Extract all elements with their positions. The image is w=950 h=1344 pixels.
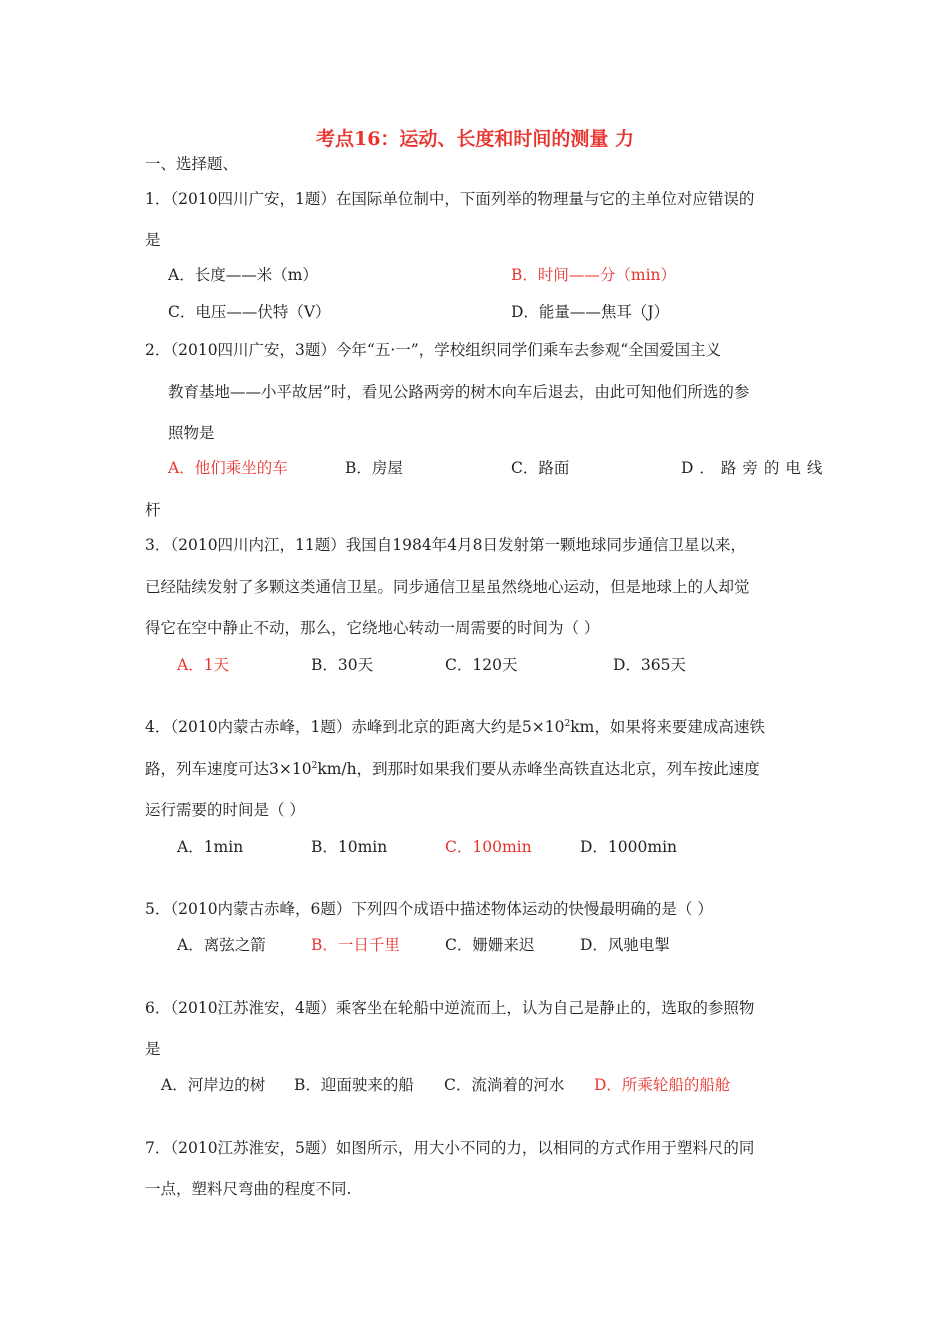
q1-option-b-answer: B．时间——分（min） <box>511 266 677 284</box>
q6-option-b: B．迎面驶来的船 <box>294 1076 414 1094</box>
q2-option-b: B．房屋 <box>345 459 403 477</box>
q2-stem-line-2: 教育基地——小平故居”时，看见公路两旁的树木向车后退去，由此可知他们所选的参 <box>168 383 750 401</box>
q3-option-d: D．365天 <box>613 656 687 674</box>
q3-stem-line-1: 3．（2010四川内江，11题）我国自1984年4月8日发射第一颗地球同步通信卫星以来， <box>145 536 746 554</box>
q1-stem-line-2: 是 <box>145 231 161 249</box>
q2-stem-line-3: 照物是 <box>168 424 215 442</box>
q3-stem-line-2: 已经陆续发射了多颗这类通信卫星。同步通信卫星虽然绕地心运动，但是地球上的人却觉 <box>145 578 750 596</box>
q2-option-c: C．路面 <box>511 459 570 477</box>
section-heading: 一、选择题、 <box>145 155 239 173</box>
q7-stem-line-1: 7．（2010江苏淮安，5题）如图所示，用大小不同的力，以相同的方式作用于塑料尺的同 <box>145 1139 755 1157</box>
q4-stem-line-1 <box>145 717 765 737</box>
q5-option-c: C．姗姗来迟 <box>445 936 535 954</box>
q2-option-a-answer: A．他们乘坐的车 <box>168 459 288 477</box>
q3-stem-line-3: 得它在空中静止不动，那么，它绕地心转动一周需要的时间为（ ） <box>145 619 600 637</box>
page-title: 考点16：运动、长度和时间的测量 力 <box>315 128 635 150</box>
q6-stem-line-2: 是 <box>145 1040 161 1058</box>
q7-stem-line-2: 一点，塑料尺弯曲的程度不同. <box>145 1180 352 1198</box>
q4-stem-line-2-text: 路，列车速度可达3×10 <box>145 760 312 778</box>
q4-stem-line-2 <box>145 759 760 779</box>
q4-stem-line-3: 运行需要的时间是（ ） <box>145 801 305 819</box>
q6-stem-line-1: 6．（2010江苏淮安，4题）乘客坐在轮船中逆流而上，认为自己是静止的，选取的参照物 <box>145 999 755 1017</box>
q1-option-c: C．电压——伏特（V） <box>168 303 331 321</box>
q4-stem-line-1-tail: km，如果将来要建成高速铁 <box>570 718 765 736</box>
q3-option-a-answer: A．1天 <box>177 656 230 674</box>
q6-option-c: C．流淌着的河水 <box>444 1076 565 1094</box>
q5-option-a: A．离弦之箭 <box>177 936 266 954</box>
q1-option-d: D．能量——焦耳（J） <box>511 303 670 321</box>
q4-stem-line-2-tail: km/h，到那时如果我们要从赤峰坐高铁直达北京，列车按此速度 <box>317 760 760 778</box>
q5-stem-line-1: 5．（2010内蒙古赤峰，6题）下列四个成语中描述物体运动的快慢最明确的是（ ） <box>145 900 713 918</box>
q6-option-d-answer: D．所乘轮船的船舱 <box>594 1076 731 1094</box>
q4-option-d: D．1000min <box>580 838 678 856</box>
q4-exponent-2: 2 <box>311 761 318 771</box>
q4-option-b: B．10min <box>311 838 388 856</box>
q6-option-a: A．河岸边的树 <box>161 1076 266 1094</box>
q1-stem-line-1: 1．（2010四川广安，1题）在国际单位制中，下面列举的物理量与它的主单位对应错误的 <box>145 190 755 208</box>
q1-option-a: A．长度——米（m） <box>168 266 318 284</box>
q2-option-d: D．路旁的电线 <box>681 459 829 477</box>
q2-option-d-continuation: 杆 <box>145 501 161 519</box>
q3-option-b: B．30天 <box>311 656 374 674</box>
q5-option-d: D．风驰电掣 <box>580 936 670 954</box>
q5-option-b-answer: B．一日千里 <box>311 936 400 954</box>
q2-stem-line-1: 2．（2010四川广安，3题）今年“五·一”，学校组织同学们乘车去参观“全国爱国主义 <box>145 341 722 359</box>
q4-exponent-1: 2 <box>564 719 571 729</box>
q4-stem-line-1-text: 4．（2010内蒙古赤峰，1题）赤峰到北京的距离大约是5×10 <box>145 718 565 736</box>
q4-option-a: A．1min <box>177 838 244 856</box>
q4-option-c-answer: C．100min <box>445 838 532 856</box>
q3-option-c: C．120天 <box>445 656 518 674</box>
